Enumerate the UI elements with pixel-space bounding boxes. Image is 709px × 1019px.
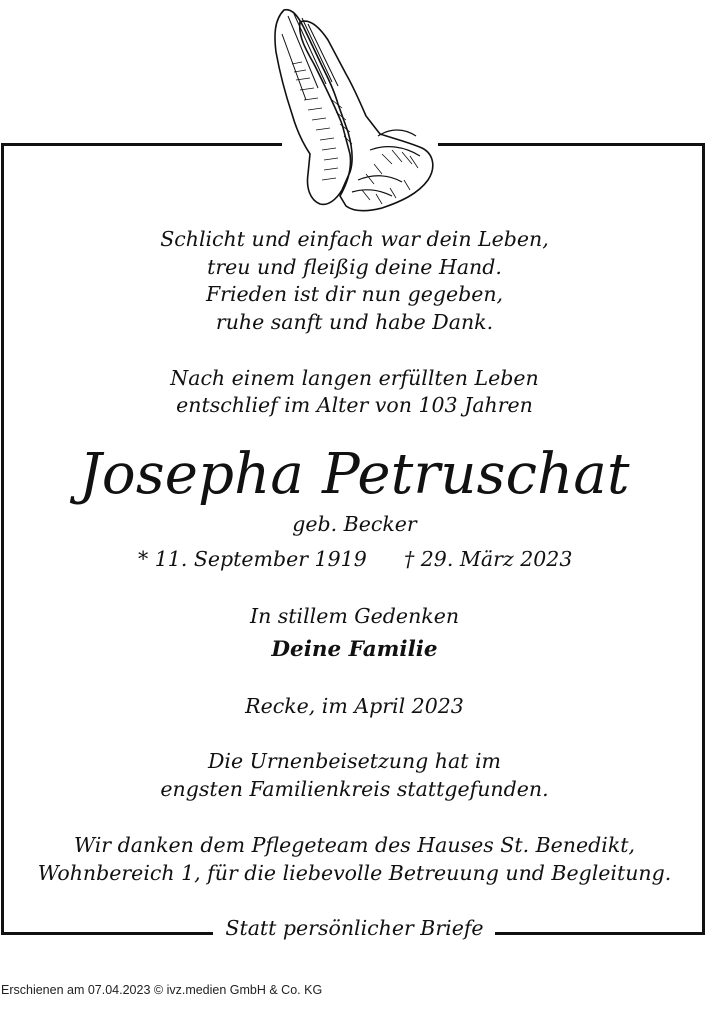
thanks-line: Wir danken dem Pflegeteam des Hauses St. Benedikt, [74,833,635,857]
publication-imprint: Erschienen am 07.04.2023 © ivz.medien GmbH & Co. KG [1,983,323,997]
birth-date: * 11. September 1919 [138,547,367,571]
praying-hands-icon [262,4,438,218]
poem-line: ruhe sanft und habe Dank. [215,310,494,334]
deceased-name: Josepha Petruschat [79,442,630,507]
closing-note: Statt persönlicher Briefe [225,916,484,940]
poem-line: Schlicht und einfach war dein Leben, [160,227,549,251]
remembrance-text: In stillem Gedenken [249,604,460,628]
intro-line: entschlief im Alter von 103 Jahren [176,393,533,417]
place-date: Recke, im April 2023 [245,694,464,718]
burial-line: engsten Familienkreis stattgefunden. [160,777,549,801]
intro-line: Nach einem langen erfüllten Leben [170,366,539,390]
poem-line: treu und fleißig deine Hand. [207,255,502,279]
family-signature: Deine Familie [271,637,438,662]
burial-line: Die Urnenbeisetzung hat im [208,749,501,773]
thanks-line: Wohnbereich 1, für die liebevolle Betreuung und Begleitung. [37,861,672,885]
death-date: † 29. März 2023 [404,547,573,571]
poem-line: Frieden ist dir nun gegeben, [205,282,504,306]
maiden-name: geb. Becker [292,512,417,536]
